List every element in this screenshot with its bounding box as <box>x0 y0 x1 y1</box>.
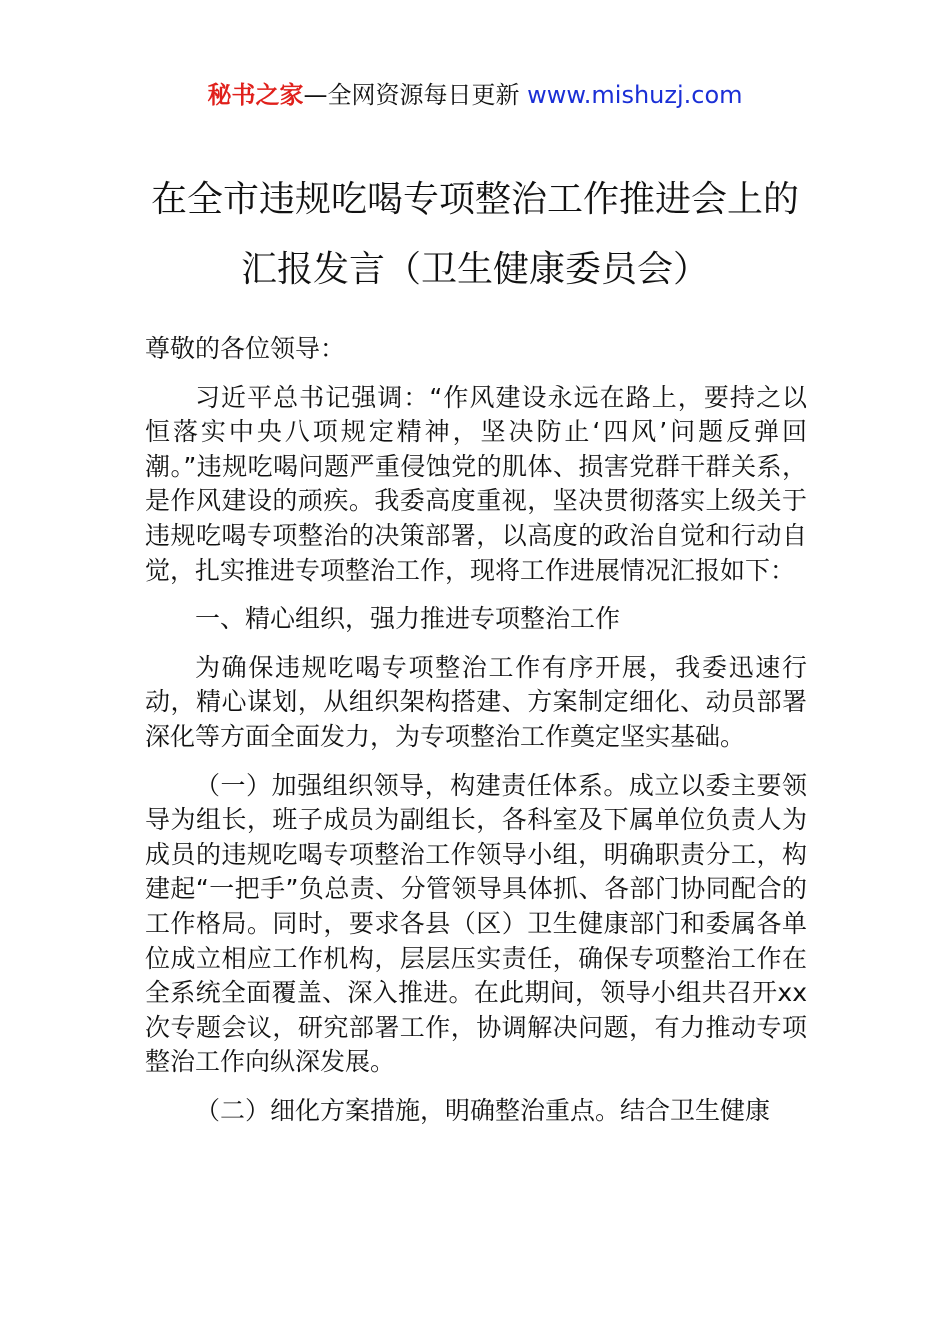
intro-paragraph: 习近平总书记强调：“作风建设永远在路上，要持之以恒落实中央八项规定精神，坚决防止‘四风’问题反弹回潮。”违规吃喝问题严重侵蚀党的肌体、损害党群干群关系，是作风建设的顽疾。我委高度重视，坚决贯彻落实上级关于违规吃喝专项整治的决策部署，以高度的政治自觉和行动自觉，扎实推进专项整治工作，现将工作进展情况汇报如下： <box>145 382 807 585</box>
subsection-1-paragraph: （一）加强组织领导，构建责任体系。成立以委主要领导为组长，班子成员为副组长，各科室及下属单位负责人为成员的违规吃喝专项整治工作领导小组，明确职责分工，构建起“一把手”负总责、分管领导具体抓、各部门协同配合的工作格局。同时，要求各县（区）卫生健康部门和委属各单位成立相应工作机构，层层压实责任，确保专项整治工作在全系统全面覆盖、深入推进。在此期间，领导小组共召开xx次专题会议，研究部署工作，协调解决问题，有力推动专项整治工作向纵深发展。 <box>145 770 807 1077</box>
salutation: 尊敬的各位领导： <box>145 334 346 363</box>
document-title-line-2: 汇报发言（卫生健康委员会） <box>240 249 709 290</box>
section-1-paragraph: 为确保违规吃喝专项整治工作有序开展，我委迅速行动，精心谋划，从组织架构搭建、方案制定细化、动员部署深化等方面全面发力，为专项整治工作奠定坚实基础。 <box>145 652 807 751</box>
document-body <box>145 332 807 1142</box>
site-header <box>0 78 950 112</box>
site-tagline: —全网资源每日更新 <box>303 81 528 109</box>
document-title-line-1: 在全市违规吃喝专项整治工作推进会上的 <box>150 179 799 220</box>
site-url-link[interactable]: www.mishuzj.com <box>527 81 743 109</box>
subsection-2-paragraph: （二）细化方案措施，明确整治重点。结合卫生健康 <box>195 1095 771 1125</box>
section-heading-1: 一、精心组织，强力推进专项整治工作 <box>195 604 621 634</box>
site-brand: 秘书之家 <box>207 81 304 109</box>
